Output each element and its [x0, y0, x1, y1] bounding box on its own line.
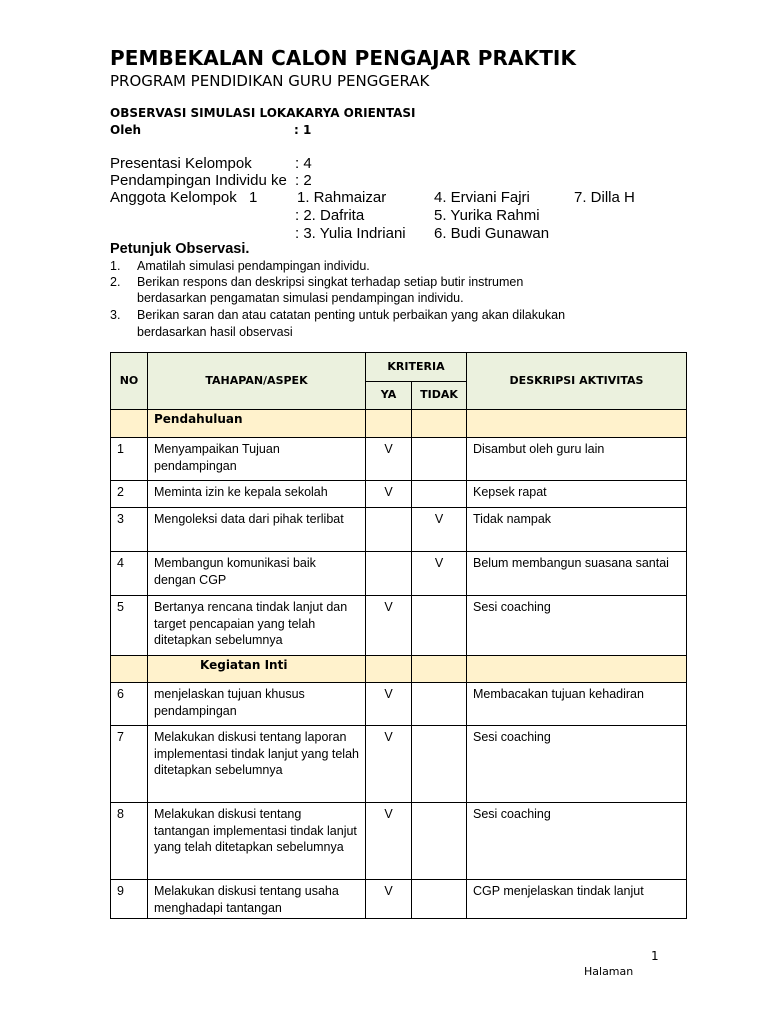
table-row [111, 726, 687, 803]
presentasi-label: Presentasi Kelompok [110, 155, 252, 172]
row-ya: V [366, 880, 412, 919]
row-deskripsi: Kepsek rapat [467, 481, 687, 508]
row-no: 5 [111, 596, 148, 656]
table-row [111, 596, 687, 656]
row-tidak [412, 481, 467, 508]
row-tidak [412, 596, 467, 656]
row-deskripsi: Sesi coaching [467, 596, 687, 656]
row-no: 2 [111, 481, 148, 508]
row-aspek: Meminta izin ke kepala sekolah [148, 481, 366, 508]
step-2-number: 2. [110, 275, 121, 289]
table-row [111, 552, 687, 596]
row-deskripsi: Sesi coaching [467, 726, 687, 803]
header-aspek: TAHAPAN/ASPEK [148, 353, 366, 410]
member-3: : 3. Yulia Indriani [295, 225, 406, 242]
table-row [111, 508, 687, 552]
row-aspek: Membangun komunikasi baik dengan CGP [148, 552, 366, 596]
row-deskripsi: Membacakan tujuan kehadiran [467, 683, 687, 726]
section-row [111, 410, 687, 438]
member-2: : 2. Dafrita [295, 207, 365, 224]
row-aspek: Melakukan diskusi tentang tantangan implementasi tindak lanjut yang telah ditetapkan sebelumnya [148, 803, 366, 880]
step-2-text-cont: berdasarkan pengamatan simulasi pendampingan individu. [137, 291, 464, 305]
step-3-text-cont: berdasarkan hasil observasi [137, 325, 293, 339]
page-label: Halaman [584, 965, 634, 978]
presentasi-value: : 4 [295, 155, 312, 172]
header-tidak: TIDAK [412, 382, 467, 410]
row-tidak: V [412, 508, 467, 552]
page-number: 1 [651, 949, 659, 963]
section-row [111, 656, 687, 683]
row-no: 4 [111, 552, 148, 596]
oleh-value: : 1 [294, 123, 312, 137]
anggota-number: 1 [249, 189, 258, 206]
row-deskripsi: Belum membangun suasana santai [467, 552, 687, 596]
section-kegiatan-inti: Kegiatan Inti [148, 656, 366, 683]
row-ya: V [366, 596, 412, 656]
row-no: 1 [111, 438, 148, 481]
member-5: 5. Yurika Rahmi [434, 207, 540, 224]
row-ya [366, 508, 412, 552]
document-title: PEMBEKALAN CALON PENGAJAR PRAKTIK [110, 46, 577, 70]
header-no: NO [111, 353, 148, 410]
section-pendahuluan: Pendahuluan [148, 410, 366, 438]
step-2-text: Berikan respons dan deskripsi singkat terhadap setiap butir instrumen [137, 275, 524, 289]
member-4: 4. Erviani Fajri [434, 189, 530, 206]
oleh-label: Oleh [110, 123, 141, 137]
row-aspek: Melakukan diskusi tentang usaha menghadapi tantangan [148, 880, 366, 919]
row-no: 8 [111, 803, 148, 880]
row-ya [366, 552, 412, 596]
row-deskripsi: Sesi coaching [467, 803, 687, 880]
row-deskripsi: CGP menjelaskan tindak lanjut [467, 880, 687, 919]
row-tidak [412, 726, 467, 803]
pendampingan-label: Pendampingan Individu ke [110, 172, 287, 189]
member-7: 7. Dilla H [574, 189, 635, 206]
table-row [111, 803, 687, 880]
row-tidak [412, 683, 467, 726]
step-3-number: 3. [110, 308, 121, 322]
document-subtitle: PROGRAM PENDIDIKAN GURU PENGGERAK [110, 72, 430, 90]
header-deskripsi: DESKRIPSI AKTIVITAS [467, 353, 687, 410]
row-aspek: Mengoleksi data dari pihak terlibat [148, 508, 366, 552]
row-ya: V [366, 803, 412, 880]
table-row [111, 683, 687, 726]
table-row [111, 481, 687, 508]
instructions-heading: Petunjuk Observasi. [110, 241, 250, 257]
pendampingan-value: : 2 [295, 172, 312, 189]
row-tidak: V [412, 552, 467, 596]
anggota-label: Anggota Kelompok [110, 189, 237, 206]
observation-title: OBSERVASI SIMULASI LOKAKARYA ORIENTASI [110, 106, 416, 120]
row-no: 3 [111, 508, 148, 552]
row-tidak [412, 803, 467, 880]
row-aspek: Melakukan diskusi tentang laporan implementasi tindak lanjut yang telah ditetapkan sebelumnya [148, 726, 366, 803]
row-aspek: menjelaskan tujuan khusus pendampingan [148, 683, 366, 726]
step-1-number: 1. [110, 259, 121, 273]
observation-table [110, 352, 687, 919]
member-6: 6. Budi Gunawan [434, 225, 550, 242]
row-no: 7 [111, 726, 148, 803]
table-row [111, 880, 687, 919]
row-tidak [412, 438, 467, 481]
step-1-text: Amatilah simulasi pendampingan individu. [137, 259, 370, 273]
header-kriteria: KRITERIA [366, 353, 467, 382]
row-ya: V [366, 726, 412, 803]
row-ya: V [366, 481, 412, 508]
row-ya: V [366, 438, 412, 481]
table-row [111, 438, 687, 481]
row-deskripsi: Tidak nampak [467, 508, 687, 552]
row-no: 6 [111, 683, 148, 726]
row-tidak [412, 880, 467, 919]
row-ya: V [366, 683, 412, 726]
member-1: 1. Rahmaizar [297, 189, 387, 206]
header-ya: YA [366, 382, 412, 410]
row-deskripsi: Disambut oleh guru lain [467, 438, 687, 481]
row-aspek: Menyampaikan Tujuan pendampingan [148, 438, 366, 481]
step-3-text: Berikan saran dan atau catatan penting untuk perbaikan yang akan dilakukan [137, 308, 566, 322]
row-aspek: Bertanya rencana tindak lanjut dan target pencapaian yang telah ditetapkan sebelumnya [148, 596, 366, 656]
row-no: 9 [111, 880, 148, 919]
